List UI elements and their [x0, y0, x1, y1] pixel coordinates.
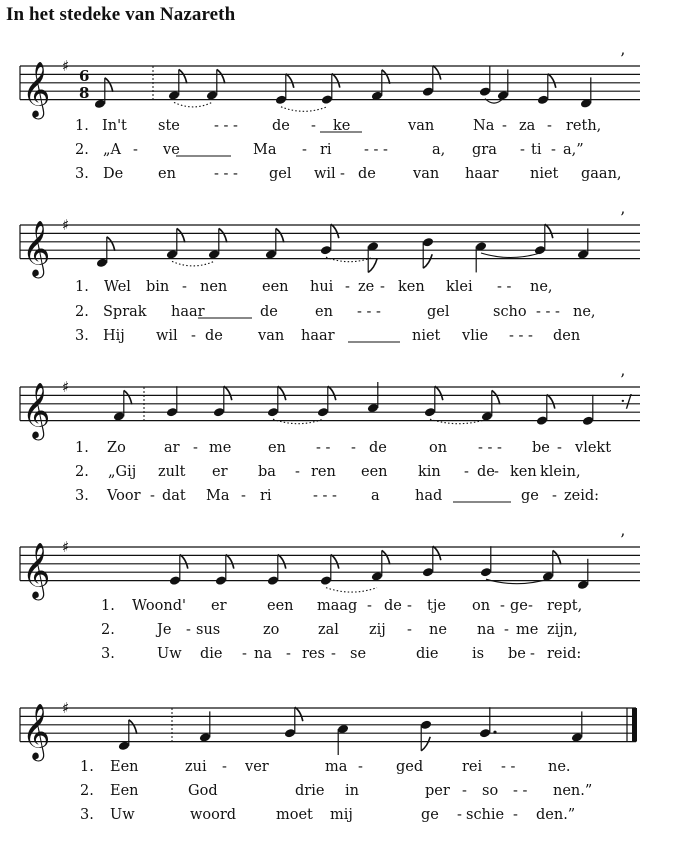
- lyric-syllable: a,”: [563, 142, 584, 158]
- key-signature-sharp: ♯: [62, 699, 70, 717]
- lyric-syllable: ged: [396, 759, 424, 775]
- lyric-syllable: een: [361, 464, 388, 480]
- lyric-syllable: - - -: [313, 488, 337, 504]
- lyric-syllable: -: [380, 279, 385, 295]
- note-flag: [226, 555, 234, 569]
- lyric-syllable: „Gij: [108, 464, 137, 480]
- lyric-syllable: -: [504, 622, 509, 638]
- lyric-syllable: -: [340, 166, 345, 182]
- lyric-syllable: ne.: [548, 759, 571, 775]
- note-flag: [286, 74, 294, 88]
- lyric-syllable: so: [482, 783, 499, 799]
- slur: [430, 419, 487, 424]
- lyric-syllable: me: [209, 440, 232, 456]
- lyric-syllable: - -: [501, 759, 516, 775]
- lyric-syllable: gel: [269, 166, 292, 182]
- lyric-syllable: -: [182, 279, 187, 295]
- lyric-syllable: nen.”: [553, 783, 593, 799]
- key-signature-sharp: ♯: [62, 538, 70, 556]
- time-signature-top: 6: [79, 67, 90, 85]
- lyric-syllable: de: [369, 440, 387, 456]
- lyric-syllable: ri: [260, 488, 272, 504]
- lyric-syllable: ren: [311, 464, 336, 480]
- lyric-syllable: -: [186, 622, 191, 638]
- note-flag: [545, 224, 553, 238]
- lyric-syllable: -: [557, 440, 562, 456]
- lyric-syllable: se: [350, 646, 367, 662]
- lyric-syllable: ne,: [573, 304, 596, 320]
- lyric-syllable: - - -: [214, 166, 238, 182]
- lyric-syllable: zo: [263, 622, 280, 638]
- lyric-syllable: ge: [421, 807, 439, 823]
- lyric-syllable: -: [407, 598, 412, 614]
- lyric-syllable: reid:: [547, 646, 582, 662]
- lyric-syllable: ken: [510, 464, 537, 480]
- lyric-syllable: die: [416, 646, 439, 662]
- lyric-syllable: ge: [521, 488, 539, 504]
- slur: [172, 261, 214, 266]
- verse-number: 2.: [101, 622, 115, 638]
- time-signature-bottom: 8: [79, 84, 90, 102]
- lyric-syllable: een: [267, 598, 294, 614]
- lyric-syllable: Een: [110, 759, 139, 775]
- note-flag: [421, 737, 430, 751]
- lyric-syllable: rept,: [547, 598, 583, 614]
- verse-number: 1.: [75, 118, 89, 134]
- lyric-syllable: -: [520, 142, 525, 158]
- note-flag: [492, 390, 500, 404]
- lyric-syllable: niet: [530, 166, 559, 182]
- lyric-syllable: -: [552, 488, 557, 504]
- lyric-syllable: zij: [369, 622, 386, 638]
- lyric-syllable: Ma: [253, 142, 277, 158]
- breath-mark: ’: [620, 530, 626, 549]
- final-barline-thick: [632, 708, 637, 742]
- song-title: In het stedeke van Nazareth: [6, 4, 236, 25]
- slur: [326, 588, 377, 593]
- note-flag: [295, 707, 303, 721]
- lyric-syllable: zeid:: [564, 488, 600, 504]
- verse-number: 2.: [80, 783, 94, 799]
- note-flag: [368, 258, 377, 272]
- lyric-syllable: -: [464, 464, 469, 480]
- note-flag: [217, 69, 225, 83]
- lyric-syllable: - -: [497, 279, 512, 295]
- note-flag: [433, 546, 441, 560]
- lyric-syllable: een: [262, 279, 289, 295]
- note-flag: [278, 386, 286, 400]
- lyric-syllable: nen: [200, 279, 228, 295]
- lyric-syllable: Na: [473, 118, 495, 134]
- lyric-syllable: en: [315, 304, 333, 320]
- lyric-syllable: ar: [164, 440, 180, 456]
- slur: [326, 257, 373, 262]
- slur: [174, 102, 212, 107]
- lyric-syllable: -: [241, 488, 246, 504]
- lyric-syllable: mij: [330, 807, 353, 823]
- lyric-syllable: -: [150, 488, 155, 504]
- lyric-syllable: na: [477, 622, 495, 638]
- lyric-syllable: Voor: [107, 488, 141, 504]
- lyric-syllable: ste: [158, 118, 180, 134]
- lyric-syllable: wil: [314, 166, 336, 182]
- lyric-syllable: -: [494, 464, 499, 480]
- lyric-syllable: en: [158, 166, 176, 182]
- lyric-syllable: ba: [258, 464, 276, 480]
- note-flag: [124, 390, 132, 404]
- lyric-syllable: hui: [310, 279, 334, 295]
- lyric-syllable: de: [272, 118, 290, 134]
- lyric-syllable: niet: [412, 328, 441, 344]
- lyric-syllable: moet: [276, 807, 313, 823]
- lyric-syllable: haar: [301, 328, 335, 344]
- lyric-syllable: ke: [333, 118, 351, 134]
- lyric-syllable: vlie: [462, 328, 489, 344]
- treble-clef: 𝄞: [22, 703, 51, 760]
- lyric-syllable: - - -: [214, 118, 238, 134]
- lyric-syllable: per: [425, 783, 450, 799]
- verse-number: 2.: [75, 304, 89, 320]
- lyric-syllable: Zo: [107, 440, 126, 456]
- staff-system-1: [20, 49, 640, 120]
- note-flag: [332, 74, 340, 88]
- lyric-syllable: ne,: [530, 279, 553, 295]
- note-flag: [177, 228, 185, 242]
- verse-number: 3.: [75, 328, 89, 344]
- lyric-syllable: reth,: [566, 118, 602, 134]
- lyric-syllable: a: [371, 488, 380, 504]
- note-flag: [180, 555, 188, 569]
- lyric-syllable: er: [212, 464, 228, 480]
- lyric-syllable: bin: [146, 279, 170, 295]
- lyric-syllable: haar: [465, 166, 499, 182]
- lyric-syllable: ma: [325, 759, 348, 775]
- lyric-syllable: den.”: [536, 807, 576, 823]
- lyric-syllable: Je: [157, 622, 172, 638]
- note-flag: [547, 395, 555, 409]
- lyric-syllable: rei: [462, 759, 483, 775]
- lyric-syllable: Uw: [110, 807, 135, 823]
- lyric-syllable: me: [516, 622, 539, 638]
- lyric-syllable: zijn,: [547, 622, 578, 638]
- lyric-syllable: -: [528, 598, 533, 614]
- eighth-rest: ·/: [620, 391, 632, 412]
- lyric-syllable: zult: [158, 464, 186, 480]
- lyric-syllable: - - -: [509, 328, 533, 344]
- lyric-syllable: -: [513, 807, 518, 823]
- note-flag: [435, 386, 443, 400]
- lyric-syllable: zui: [185, 759, 207, 775]
- lyric-syllable: on: [429, 440, 448, 456]
- verse-number: 1.: [101, 598, 115, 614]
- lyric-syllable: de: [384, 598, 402, 614]
- staff-system-3: [20, 370, 640, 441]
- slur: [486, 579, 548, 584]
- breath-mark: ’: [620, 370, 626, 389]
- lyric-syllable: klei: [446, 279, 473, 295]
- lyric-syllable: - - -: [478, 440, 502, 456]
- lyric-syllable: gel: [427, 304, 450, 320]
- lyric-syllable: -: [358, 759, 363, 775]
- lyric-syllable: had: [415, 488, 443, 504]
- lyric-syllable: er: [211, 598, 227, 614]
- verse-number: 3.: [80, 807, 94, 823]
- lyric-syllable: in: [345, 783, 359, 799]
- note-flag: [433, 66, 441, 80]
- note-flag: [129, 720, 137, 734]
- note-flag: [331, 224, 339, 238]
- lyric-syllable: ze: [358, 279, 375, 295]
- lyric-syllable: drie: [295, 783, 325, 799]
- lyric-syllable: ken: [398, 279, 425, 295]
- note-flag: [276, 228, 284, 242]
- lyric-syllable: In't: [102, 118, 127, 134]
- lyric-syllable: -: [331, 646, 336, 662]
- lyric-syllable: -: [302, 142, 307, 158]
- lyric-syllable: - - -: [364, 142, 388, 158]
- staff-system-2: [20, 208, 640, 279]
- lyric-syllable: Ma: [206, 488, 230, 504]
- lyric-syllable: zal: [318, 622, 339, 638]
- lyric-syllable: scho: [493, 304, 527, 320]
- lyric-syllable: -: [286, 646, 291, 662]
- lyric-syllable: ve: [163, 142, 180, 158]
- lyric-syllable: wil: [156, 328, 178, 344]
- lyric-syllable: Woond': [132, 598, 186, 614]
- lyric-syllable: tje: [427, 598, 446, 614]
- verse-number: 1.: [75, 279, 89, 295]
- lyric-syllable: -: [295, 464, 300, 480]
- note-dot: [493, 731, 496, 734]
- lyric-syllable: na: [254, 646, 272, 662]
- note-flag: [219, 228, 227, 242]
- lyric-syllable: -: [407, 622, 412, 638]
- lyric-syllable: - -: [513, 783, 528, 799]
- lyric-syllable: -: [345, 279, 350, 295]
- key-signature-sharp: ♯: [62, 378, 70, 396]
- staff-system-4: [20, 530, 640, 601]
- note-flag: [382, 70, 390, 84]
- note-flag: [278, 555, 286, 569]
- lyric-syllable: - - -: [536, 304, 560, 320]
- slur: [273, 419, 323, 424]
- lyric-syllable: -: [502, 118, 507, 134]
- lyric-syllable: Hij: [103, 328, 125, 344]
- verse-number: 1.: [80, 759, 94, 775]
- lyric-syllable: Uw: [157, 646, 182, 662]
- lyric-syllable: -: [133, 142, 138, 158]
- lyric-syllable: sus: [196, 622, 221, 638]
- lyric-syllable: -: [242, 646, 247, 662]
- lyric-syllable: „A: [103, 142, 121, 158]
- treble-clef: 𝄞: [22, 542, 51, 599]
- lyric-syllable: - -: [316, 440, 331, 456]
- lyric-syllable: de: [205, 328, 223, 344]
- lyric-syllable: maag: [317, 598, 358, 614]
- breath-mark: ’: [620, 208, 626, 227]
- lyric-syllable: de: [477, 464, 495, 480]
- lyric-syllable: vlekt: [575, 440, 612, 456]
- treble-clef: 𝄞: [22, 61, 51, 118]
- lyric-syllable: woord: [190, 807, 237, 823]
- lyric-syllable: -: [500, 598, 505, 614]
- slur: [281, 107, 327, 112]
- note-flag: [179, 69, 187, 83]
- lyric-syllable: ne: [429, 622, 447, 638]
- lyric-syllable: -: [462, 783, 467, 799]
- lyric-syllable: Wel: [104, 279, 131, 295]
- note-flag: [553, 550, 561, 564]
- lyric-syllable: -: [367, 598, 372, 614]
- note-flag: [328, 386, 336, 400]
- verse-number: 3.: [75, 166, 89, 182]
- lyric-syllable: van: [258, 328, 285, 344]
- verse-number: 1.: [75, 440, 89, 456]
- note-flag: [548, 74, 556, 88]
- key-signature-sharp: ♯: [62, 57, 70, 75]
- slur: [481, 253, 540, 258]
- note-flag: [107, 237, 115, 251]
- lyric-syllable: -: [193, 440, 198, 456]
- lyric-syllable: den: [553, 328, 581, 344]
- lyric-syllable: a,: [432, 142, 446, 158]
- note-flag: [224, 386, 232, 400]
- lyric-syllable: kin: [418, 464, 441, 480]
- verse-number: 2.: [75, 142, 89, 158]
- lyric-syllable: on: [472, 598, 491, 614]
- lyric-syllable: schie: [466, 807, 505, 823]
- treble-clef: 𝄞: [22, 382, 51, 439]
- lyric-syllable: De: [103, 166, 124, 182]
- lyric-syllable: gaan,: [581, 166, 622, 182]
- lyric-syllable: van: [413, 166, 440, 182]
- lyric-syllable: -: [457, 807, 462, 823]
- lyric-syllable: - - -: [357, 304, 381, 320]
- staff-system-5: [20, 699, 637, 762]
- lyric-syllable: de: [358, 166, 376, 182]
- lyric-syllable: haar: [171, 304, 205, 320]
- lyric-syllable: ri: [320, 142, 332, 158]
- lyric-syllable: en: [268, 440, 286, 456]
- note-flag: [382, 550, 390, 564]
- lyric-syllable: ge: [510, 598, 528, 614]
- lyric-syllable: be: [532, 440, 550, 456]
- lyric-syllable: dat: [162, 488, 186, 504]
- lyric-syllable: van: [408, 118, 435, 134]
- verse-number: 3.: [75, 488, 89, 504]
- lyric-syllable: be: [508, 646, 526, 662]
- note-flag: [423, 254, 432, 268]
- breath-mark: ’: [620, 49, 626, 68]
- lyric-syllable: res: [302, 646, 325, 662]
- lyric-syllable: ti: [531, 142, 542, 158]
- lyric-syllable: -: [351, 440, 356, 456]
- verse-number: 3.: [101, 646, 115, 662]
- treble-clef: 𝄞: [22, 220, 51, 277]
- lyric-syllable: -: [530, 646, 535, 662]
- lyric-syllable: za: [519, 118, 536, 134]
- lyric-syllable: -: [222, 759, 227, 775]
- lyric-syllable: -: [547, 118, 552, 134]
- lyric-syllable: God: [188, 783, 218, 799]
- lyric-syllable: de: [260, 304, 278, 320]
- lyric-syllable: ver: [245, 759, 269, 775]
- verse-number: 2.: [75, 464, 89, 480]
- lyric-syllable: gra: [472, 142, 497, 158]
- lyric-syllable: -: [311, 118, 316, 134]
- lyric-syllable: -: [551, 142, 556, 158]
- lyric-syllable: die: [200, 646, 223, 662]
- note-flag: [105, 78, 113, 92]
- key-signature-sharp: ♯: [62, 216, 70, 234]
- lyric-syllable: -: [191, 328, 196, 344]
- lyric-syllable: klein,: [540, 464, 581, 480]
- lyric-syllable: Een: [110, 783, 139, 799]
- lyric-syllable: is: [472, 646, 485, 662]
- note-flag: [331, 555, 339, 569]
- lyric-syllable: Sprak: [103, 304, 147, 320]
